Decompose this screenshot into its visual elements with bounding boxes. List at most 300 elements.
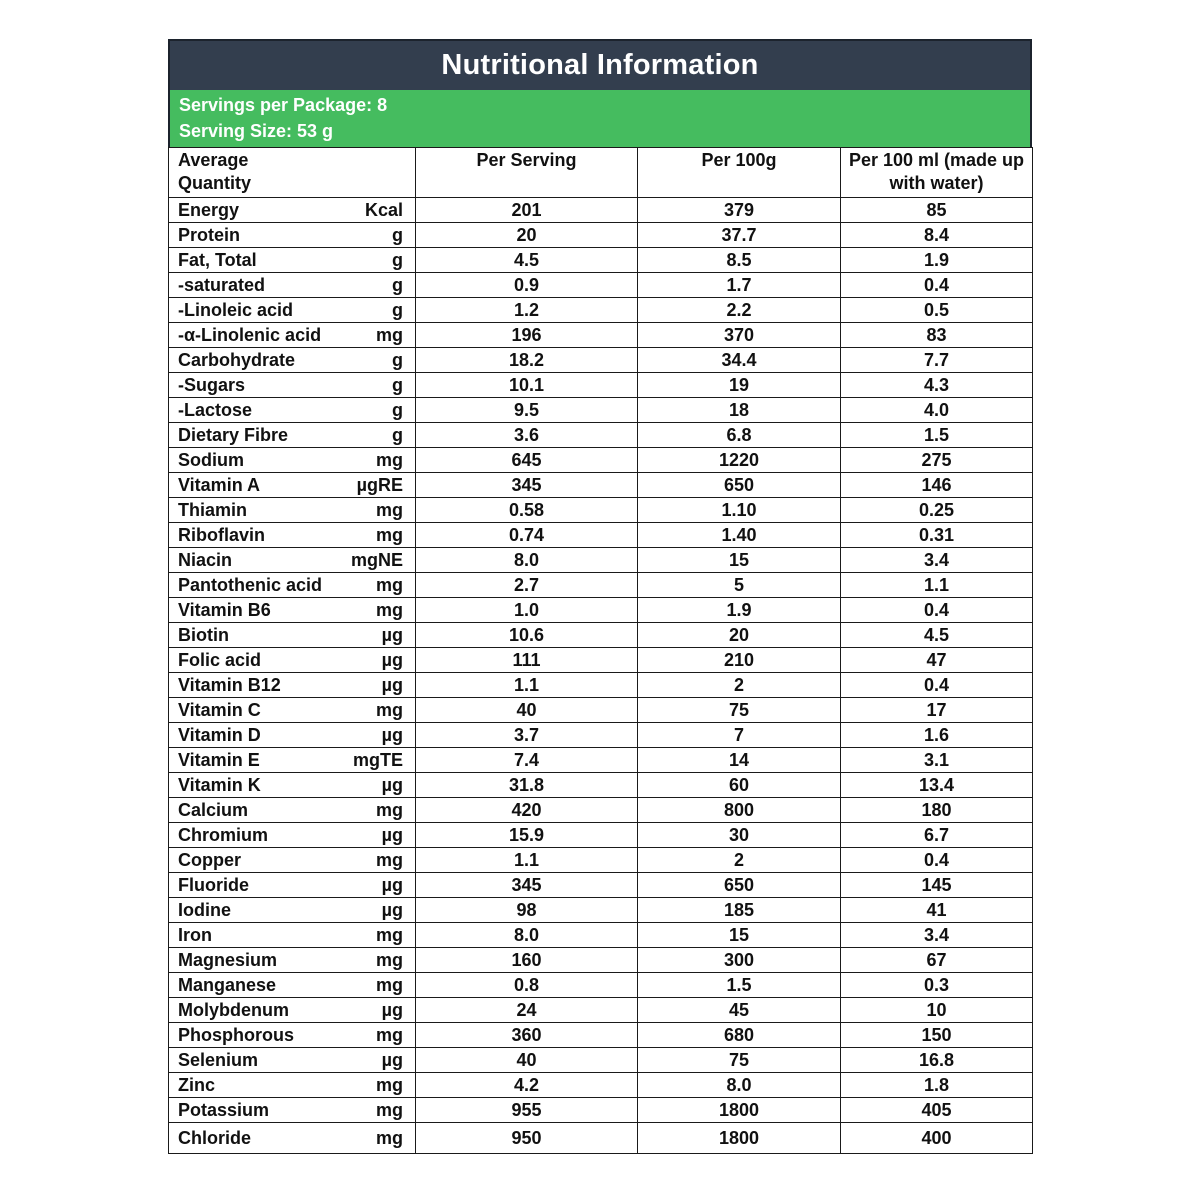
nutrient-name: Iodine <box>178 900 231 920</box>
per-100ml-value: 41 <box>841 898 1033 923</box>
nutrient-unit: µg <box>381 1000 403 1020</box>
nutrient-unit: µg <box>381 775 403 795</box>
nutrient-name: Protein <box>178 225 241 245</box>
per-100g-value: 185 <box>638 898 841 923</box>
header-per-100g: Per 100g <box>638 148 841 198</box>
table-row <box>169 498 1033 523</box>
nutrient-unit: g <box>392 275 403 295</box>
per-100ml-value: 83 <box>841 323 1033 348</box>
table-row <box>169 248 1033 273</box>
per-serving-value: 4.2 <box>416 1073 638 1098</box>
per-serving-value: 345 <box>416 873 638 898</box>
table-row <box>169 723 1033 748</box>
nutrient-unit: g <box>392 350 403 370</box>
nutrient-unit: mg <box>376 700 403 720</box>
per-100ml-value: 47 <box>841 648 1033 673</box>
per-serving-value: 360 <box>416 1023 638 1048</box>
nutrient-unit: g <box>392 250 403 270</box>
per-serving-value: 1.1 <box>416 848 638 873</box>
per-serving-value: 1.2 <box>416 298 638 323</box>
per-100ml-value: 4.3 <box>841 373 1033 398</box>
servings-info <box>168 90 1032 147</box>
per-100g-value: 210 <box>638 648 841 673</box>
table-row <box>169 873 1033 898</box>
nutrient-cell <box>169 348 416 373</box>
nutrient-unit: mg <box>376 525 403 545</box>
nutrient-unit: g <box>392 425 403 445</box>
serving-size: Serving Size: 53 g <box>179 121 334 141</box>
table-row <box>169 348 1033 373</box>
nutrient-unit: g <box>392 225 403 245</box>
nutrient-name: Chromium <box>178 825 268 845</box>
per-100g-value: 800 <box>638 798 841 823</box>
table-row <box>169 273 1033 298</box>
nutrition-table-body <box>169 148 1033 1154</box>
table-row <box>169 748 1033 773</box>
table-row <box>169 998 1033 1023</box>
per-serving-value: 20 <box>416 223 638 248</box>
per-serving-value: 10.6 <box>416 623 638 648</box>
per-100g-value: 5 <box>638 573 841 598</box>
nutrient-name: Dietary Fibre <box>178 425 289 445</box>
nutrient-cell <box>169 1123 416 1154</box>
nutrient-name: Fat, Total <box>178 250 257 270</box>
per-100g-value: 8.5 <box>638 248 841 273</box>
nutrient-label-group <box>178 598 415 622</box>
nutrient-name: -α-Linolenic acid <box>178 325 322 345</box>
per-100ml-value: 0.4 <box>841 673 1033 698</box>
nutrient-cell <box>169 423 416 448</box>
per-100g-value: 1800 <box>638 1123 841 1154</box>
per-serving-value: 24 <box>416 998 638 1023</box>
nutrient-label-group <box>178 723 415 747</box>
per-100g-value: 60 <box>638 773 841 798</box>
nutrient-cell <box>169 223 416 248</box>
per-100ml-value: 405 <box>841 1098 1033 1123</box>
table-row <box>169 223 1033 248</box>
table-row <box>169 898 1033 923</box>
table-row <box>169 1073 1033 1098</box>
servings-per-package: Servings per Package: 8 <box>179 95 388 115</box>
per-100ml-value: 6.7 <box>841 823 1033 848</box>
per-100g-value: 370 <box>638 323 841 348</box>
per-100ml-value: 0.4 <box>841 273 1033 298</box>
table-row <box>169 298 1033 323</box>
nutrient-cell <box>169 923 416 948</box>
nutrient-label-group <box>178 223 415 247</box>
nutrient-unit: mg <box>376 1100 403 1120</box>
per-serving-value: 8.0 <box>416 548 638 573</box>
nutrient-unit: µg <box>381 875 403 895</box>
table-row <box>169 698 1033 723</box>
table-row <box>169 323 1033 348</box>
nutrient-label-group <box>178 748 415 772</box>
nutrient-unit: µg <box>381 650 403 670</box>
nutrient-label-group <box>178 998 415 1022</box>
nutrient-cell <box>169 623 416 648</box>
nutrient-label-group <box>178 548 415 572</box>
per-100ml-value: 7.7 <box>841 348 1033 373</box>
per-100ml-value: 10 <box>841 998 1033 1023</box>
per-100g-value: 2 <box>638 673 841 698</box>
nutrient-name: Potassium <box>178 1100 270 1120</box>
nutrient-label-group <box>178 1023 415 1047</box>
nutrient-label-group <box>178 673 415 697</box>
nutrient-unit: mg <box>376 500 403 520</box>
per-100ml-value: 4.5 <box>841 623 1033 648</box>
nutrient-name: Sodium <box>178 450 244 470</box>
nutrient-label-group <box>178 948 415 972</box>
nutrient-unit: g <box>392 400 403 420</box>
nutrient-name: Thiamin <box>178 500 248 520</box>
nutrient-cell <box>169 673 416 698</box>
per-100ml-value: 0.4 <box>841 598 1033 623</box>
table-row <box>169 973 1033 998</box>
nutrient-cell <box>169 698 416 723</box>
per-100g-value: 15 <box>638 548 841 573</box>
nutrient-unit: µg <box>381 900 403 920</box>
nutrient-unit: mg <box>376 850 403 870</box>
per-100ml-value: 0.5 <box>841 298 1033 323</box>
nutrient-label-group <box>178 898 415 922</box>
per-100g-value: 19 <box>638 373 841 398</box>
nutrient-name: Vitamin B6 <box>178 600 271 620</box>
per-serving-value: 160 <box>416 948 638 973</box>
per-100g-value: 45 <box>638 998 841 1023</box>
nutrient-name: Vitamin B12 <box>178 675 281 695</box>
nutrient-label-group <box>178 648 415 672</box>
nutrient-name: Pantothenic acid <box>178 575 323 595</box>
nutrient-cell <box>169 998 416 1023</box>
nutrient-label-group <box>178 698 415 722</box>
nutrient-cell <box>169 848 416 873</box>
per-100ml-value: 400 <box>841 1123 1033 1154</box>
nutrient-name: -Sugars <box>178 375 246 395</box>
nutrient-label-group <box>178 423 415 447</box>
nutrient-cell <box>169 748 416 773</box>
nutrient-name: Niacin <box>178 550 233 570</box>
per-100g-value: 680 <box>638 1023 841 1048</box>
per-100ml-value: 275 <box>841 448 1033 473</box>
nutrient-unit: mg <box>376 925 403 945</box>
table-row <box>169 198 1033 223</box>
per-100ml-value: 67 <box>841 948 1033 973</box>
nutrient-label-group <box>178 623 415 647</box>
nutrient-label-group <box>178 573 415 597</box>
per-serving-value: 0.58 <box>416 498 638 523</box>
nutrient-name: Biotin <box>178 625 229 645</box>
nutrient-name: -Linoleic acid <box>178 300 294 320</box>
per-serving-value: 645 <box>416 448 638 473</box>
per-100ml-value: 146 <box>841 473 1033 498</box>
nutrient-label-group <box>178 773 415 797</box>
per-100g-value: 14 <box>638 748 841 773</box>
nutrient-unit: mg <box>376 975 403 995</box>
header-per-100ml-line1: Per 100 ml (made up <box>848 150 1025 170</box>
nutrient-name: Manganese <box>178 975 277 995</box>
nutrient-cell <box>169 448 416 473</box>
per-serving-value: 196 <box>416 323 638 348</box>
per-100ml-value: 4.0 <box>841 398 1033 423</box>
nutrient-name: Vitamin A <box>178 475 261 495</box>
per-serving-value: 950 <box>416 1123 638 1154</box>
per-100g-value: 1.10 <box>638 498 841 523</box>
per-100ml-value: 145 <box>841 873 1033 898</box>
nutrient-label-group <box>178 1048 415 1072</box>
per-100g-value: 15 <box>638 923 841 948</box>
nutrient-name: Vitamin D <box>178 725 261 745</box>
table-row <box>169 448 1033 473</box>
per-100g-value: 18 <box>638 398 841 423</box>
nutrient-name: Vitamin C <box>178 700 261 720</box>
nutrient-label-group <box>178 923 415 947</box>
nutrient-label-group <box>178 523 415 547</box>
nutrient-cell <box>169 273 416 298</box>
per-100g-value: 1.9 <box>638 598 841 623</box>
per-serving-value: 31.8 <box>416 773 638 798</box>
per-100ml-value: 180 <box>841 798 1033 823</box>
nutrient-cell <box>169 198 416 223</box>
per-serving-value: 18.2 <box>416 348 638 373</box>
nutrient-cell <box>169 373 416 398</box>
per-100g-value: 75 <box>638 698 841 723</box>
per-100g-value: 650 <box>638 873 841 898</box>
per-100g-value: 30 <box>638 823 841 848</box>
per-serving-value: 40 <box>416 1048 638 1073</box>
per-100g-value: 1.40 <box>638 523 841 548</box>
nutrient-cell <box>169 1098 416 1123</box>
nutrient-cell <box>169 773 416 798</box>
nutrient-unit: mg <box>376 800 403 820</box>
per-100g-value: 34.4 <box>638 348 841 373</box>
nutrient-label-group <box>178 848 415 872</box>
nutrient-unit: µg <box>381 825 403 845</box>
header-quantity-line1: Average <box>178 150 249 170</box>
per-serving-value: 15.9 <box>416 823 638 848</box>
nutrient-label-group <box>178 498 415 522</box>
nutrient-label-group <box>178 973 415 997</box>
nutrient-unit: mg <box>376 575 403 595</box>
nutrient-cell <box>169 573 416 598</box>
nutrient-cell <box>169 398 416 423</box>
nutrient-name: Phosphorous <box>178 1025 294 1045</box>
table-row <box>169 648 1033 673</box>
per-100g-value: 650 <box>638 473 841 498</box>
per-serving-value: 9.5 <box>416 398 638 423</box>
nutrient-cell <box>169 948 416 973</box>
per-100g-value: 1.5 <box>638 973 841 998</box>
per-serving-value: 40 <box>416 698 638 723</box>
table-row <box>169 423 1033 448</box>
nutrient-unit: mg <box>376 325 403 345</box>
nutrient-unit: mg <box>376 1128 403 1148</box>
nutrient-label-group <box>178 1098 415 1122</box>
per-serving-value: 0.8 <box>416 973 638 998</box>
nutrient-label-group <box>178 448 415 472</box>
nutrition-panel <box>168 39 1032 1154</box>
table-row <box>169 523 1033 548</box>
per-100g-value: 20 <box>638 623 841 648</box>
nutrient-label-group <box>178 1073 415 1097</box>
per-100ml-value: 13.4 <box>841 773 1033 798</box>
per-100g-value: 300 <box>638 948 841 973</box>
per-100g-value: 1.7 <box>638 273 841 298</box>
nutrient-label-group <box>178 373 415 397</box>
table-row <box>169 823 1033 848</box>
per-100g-value: 2.2 <box>638 298 841 323</box>
nutrient-label-group <box>178 1126 415 1150</box>
table-row <box>169 1023 1033 1048</box>
nutrient-name: -Lactose <box>178 400 253 420</box>
table-row <box>169 548 1033 573</box>
per-serving-value: 10.1 <box>416 373 638 398</box>
per-100g-value: 37.7 <box>638 223 841 248</box>
nutrient-cell <box>169 648 416 673</box>
nutrient-name: Selenium <box>178 1050 259 1070</box>
nutrient-cell <box>169 973 416 998</box>
nutrient-unit: mgTE <box>352 750 403 770</box>
per-serving-value: 1.1 <box>416 673 638 698</box>
nutrient-label-group <box>178 273 415 297</box>
per-100g-value: 1800 <box>638 1098 841 1123</box>
per-serving-value: 7.4 <box>416 748 638 773</box>
header-per-100ml <box>841 148 1033 198</box>
nutrient-name: Vitamin K <box>178 775 261 795</box>
per-100ml-value: 150 <box>841 1023 1033 1048</box>
table-row <box>169 1048 1033 1073</box>
header-per-100ml-line2: with water) <box>889 173 984 193</box>
per-100ml-value: 1.5 <box>841 423 1033 448</box>
per-serving-value: 3.6 <box>416 423 638 448</box>
table-row <box>169 598 1033 623</box>
nutrient-unit: mg <box>376 1075 403 1095</box>
nutrient-name: Calcium <box>178 800 249 820</box>
nutrient-name: Fluoride <box>178 875 249 895</box>
nutrient-cell <box>169 1048 416 1073</box>
per-100ml-value: 1.1 <box>841 573 1033 598</box>
nutrient-cell <box>169 1073 416 1098</box>
nutrient-unit: µgRE <box>356 475 403 495</box>
per-serving-value: 2.7 <box>416 573 638 598</box>
header-quantity-line2: Quantity <box>178 173 252 193</box>
nutrient-cell <box>169 248 416 273</box>
per-serving-value: 1.0 <box>416 598 638 623</box>
table-row <box>169 398 1033 423</box>
nutrient-name: Folic acid <box>178 650 262 670</box>
nutrient-name: Riboflavin <box>178 525 266 545</box>
nutrient-name: Iron <box>178 925 212 945</box>
table-row <box>169 373 1033 398</box>
per-100g-value: 1220 <box>638 448 841 473</box>
nutrient-label-group <box>178 248 415 272</box>
nutrient-name: Chloride <box>178 1128 252 1148</box>
table-row <box>169 923 1033 948</box>
nutrient-label-group <box>178 473 415 497</box>
table-row <box>169 1098 1033 1123</box>
per-serving-value: 111 <box>416 648 638 673</box>
per-serving-value: 201 <box>416 198 638 223</box>
per-100ml-value: 0.4 <box>841 848 1033 873</box>
per-100ml-value: 3.4 <box>841 923 1033 948</box>
per-100ml-value: 1.9 <box>841 248 1033 273</box>
nutrient-cell <box>169 898 416 923</box>
nutrition-table <box>168 147 1033 1154</box>
nutrient-cell <box>169 548 416 573</box>
nutrient-unit: µg <box>381 675 403 695</box>
nutrient-label-group <box>178 823 415 847</box>
nutrient-label-group <box>178 323 415 347</box>
per-serving-value: 8.0 <box>416 923 638 948</box>
header-average-quantity <box>169 148 416 198</box>
table-row <box>169 473 1033 498</box>
per-100ml-value: 16.8 <box>841 1048 1033 1073</box>
per-100ml-value: 3.1 <box>841 748 1033 773</box>
nutrient-cell <box>169 298 416 323</box>
per-serving-value: 98 <box>416 898 638 923</box>
nutrient-unit: mg <box>376 600 403 620</box>
per-100g-value: 8.0 <box>638 1073 841 1098</box>
per-100ml-value: 0.25 <box>841 498 1033 523</box>
nutrient-cell <box>169 323 416 348</box>
per-100g-value: 2 <box>638 848 841 873</box>
nutrient-cell <box>169 723 416 748</box>
per-serving-value: 4.5 <box>416 248 638 273</box>
table-row <box>169 848 1033 873</box>
table-row <box>169 1123 1033 1154</box>
per-100ml-value: 0.3 <box>841 973 1033 998</box>
nutrient-unit: mg <box>376 950 403 970</box>
per-serving-value: 955 <box>416 1098 638 1123</box>
table-row <box>169 798 1033 823</box>
per-100g-value: 379 <box>638 198 841 223</box>
per-100ml-value: 0.31 <box>841 523 1033 548</box>
nutrient-name: Vitamin E <box>178 750 260 770</box>
nutrient-name: Copper <box>178 850 241 870</box>
nutrient-cell <box>169 873 416 898</box>
per-100ml-value: 3.4 <box>841 548 1033 573</box>
nutrient-unit: mgNE <box>350 550 403 570</box>
nutrient-unit: µg <box>381 1050 403 1070</box>
nutrient-cell <box>169 598 416 623</box>
nutrient-name: Molybdenum <box>178 1000 289 1020</box>
nutrient-label-group <box>178 348 415 372</box>
per-100ml-value: 1.8 <box>841 1073 1033 1098</box>
nutrient-unit: µg <box>381 725 403 745</box>
per-100ml-value: 8.4 <box>841 223 1033 248</box>
nutrient-unit: mg <box>376 450 403 470</box>
nutrient-unit: mg <box>376 1025 403 1045</box>
nutrient-label-group <box>178 298 415 322</box>
table-row <box>169 673 1033 698</box>
nutrient-cell <box>169 498 416 523</box>
nutrient-cell <box>169 1023 416 1048</box>
panel-title: Nutritional Information <box>168 39 1032 90</box>
table-row <box>169 623 1033 648</box>
nutrient-label-group <box>178 398 415 422</box>
nutrient-cell <box>169 823 416 848</box>
per-serving-value: 420 <box>416 798 638 823</box>
nutrient-cell <box>169 523 416 548</box>
nutrient-unit: Kcal <box>364 200 403 220</box>
per-serving-value: 0.9 <box>416 273 638 298</box>
nutrient-unit: µg <box>381 625 403 645</box>
table-row <box>169 948 1033 973</box>
nutrient-cell <box>169 473 416 498</box>
nutrient-label-group <box>178 798 415 822</box>
header-per-serving: Per Serving <box>416 148 638 198</box>
nutrient-name: Carbohydrate <box>178 350 296 370</box>
table-header-row <box>169 148 1033 198</box>
